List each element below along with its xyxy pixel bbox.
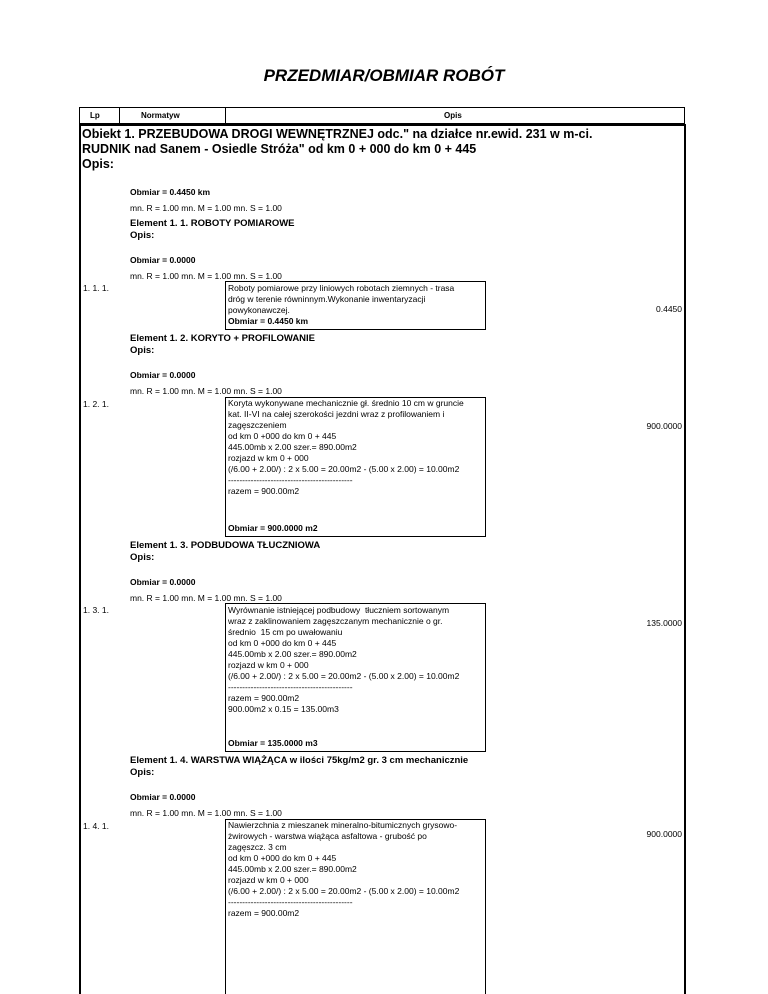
item-lp: 1. 1. 1.: [83, 283, 109, 293]
page-title: PRZEDMIAR/OBMIAR ROBÓT: [263, 66, 505, 85]
item-quantity: 900.0000: [646, 829, 682, 839]
object-opis: Opis:: [82, 157, 114, 171]
item-description: Koryta wykonywane mechanicznie gł. średnio 10 cm w gruncie kat. II-VI na całej szerokości jezdni wraz z profilowaniem i zagęszczeniem od km 0 +000 do km 0 + 445 445.00mb x 2.00 szer.= 890.00m2 rozjazd w km 0 + 000 (/6.00 + 2.00/) : 2 x 5.00 = 20.00m2 - (5.00 x 2.00) = 10.00m2 -------------------------------------------- razem = 900.00m2: [228, 398, 464, 496]
item-obmiar: Obmiar = 135.0000 m3: [228, 738, 318, 748]
element-obmiar: Obmiar = 0.0000: [130, 792, 196, 802]
element-opis: Opis:: [130, 230, 155, 241]
element-obmiar: Obmiar = 0.0000: [130, 577, 196, 587]
element-title: Element 1. 3. PODBUDOWA TŁUCZNIOWA: [130, 540, 321, 551]
item-quantity: 135.0000: [646, 618, 682, 628]
item-lp: 1. 4. 1.: [83, 821, 109, 831]
element-title: Element 1. 1. ROBOTY POMIAROWE: [130, 218, 295, 229]
element-multipliers: mn. R = 1.00 mn. M = 1.00 mn. S = 1.00: [130, 593, 282, 603]
element-multipliers: mn. R = 1.00 mn. M = 1.00 mn. S = 1.00: [130, 808, 282, 818]
element-title: Element 1. 2. KORYTO + PROFILOWANIE: [130, 333, 316, 344]
object-line-1: Obiekt 1. PRZEBUDOWA DROGI WEWNĘTRZNEJ odc." na działce nr.ewid. 231 w m-ci.: [82, 127, 593, 141]
item-description: Nawierzchnia z mieszanek mineralno-bitumicznych grysowo- żwirowych - warstwa wiążąca asfaltowa - grubość po zagęszcz. 3 cm od km 0 +000 do km 0 + 445 445.00mb x 2.00 szer.= 890.00m2 rozjazd w km 0 + 000 (/6.00 + 2.00/) : 2 x 5.00 = 20.00m2 - (5.00 x 2.00) = 10.00m2 -------------------------------------------- razem = 900.00m2: [228, 820, 460, 918]
item-obmiar: Obmiar = 900.0000 m2: [228, 523, 318, 533]
object-multipliers: mn. R = 1.00 mn. M = 1.00 mn. S = 1.00: [130, 203, 282, 213]
object-obmiar: Obmiar = 0.4450 km: [130, 187, 211, 197]
item-quantity: 900.0000: [646, 421, 682, 431]
column-lp: Lp: [90, 111, 100, 120]
column-normatyw: Normatyw: [141, 111, 180, 120]
element-opis: Opis:: [130, 345, 155, 356]
element-multipliers: mn. R = 1.00 mn. M = 1.00 mn. S = 1.00: [130, 386, 282, 396]
item-quantity: 0.4450: [656, 304, 682, 314]
column-opis: Opis: [444, 111, 462, 120]
element-opis: Opis:: [130, 552, 155, 563]
item-lp: 1. 2. 1.: [83, 399, 109, 409]
element-obmiar: Obmiar = 0.0000: [130, 255, 196, 265]
item-lp: 1. 3. 1.: [83, 605, 109, 615]
element-title: Element 1. 4. WARSTWA WIĄŻĄCA w ilości 75kg/m2 gr. 3 cm mechanicznie: [130, 755, 469, 766]
element-multipliers: mn. R = 1.00 mn. M = 1.00 mn. S = 1.00: [130, 271, 282, 281]
element-obmiar: Obmiar = 0.0000: [130, 370, 196, 380]
object-line-2: RUDNIK nad Sanem - Osiedle Stróża" od km 0 + 000 do km 0 + 445: [82, 142, 477, 156]
item-description: Wyrównanie istniejącej podbudowy tłuczniem sortowanym wraz z zaklinowaniem zagęszczanym mechanicznie o gr. średnio 15 cm po uwałowaniu od km 0 +000 do km 0 + 445 445.00mb x 2.00 szer.= 890.00m2 rozjazd w km 0 + 000 (/6.00 + 2.00/) : 2 x 5.00 = 20.00m2 - (5.00 x 2.00) = 10.00m2 -------------------------------------------- razem = 900.00m2 900.00m2 x 0.15 = 135.00m3: [228, 605, 460, 714]
item-obmiar: Obmiar = 0.4450 km: [228, 316, 309, 326]
item-description: Roboty pomiarowe przy liniowych robotach ziemnych - trasa dróg w terenie równinnym.Wykonanie inwentaryzacji powykonawczej.: [228, 283, 455, 315]
element-opis: Opis:: [130, 767, 155, 778]
